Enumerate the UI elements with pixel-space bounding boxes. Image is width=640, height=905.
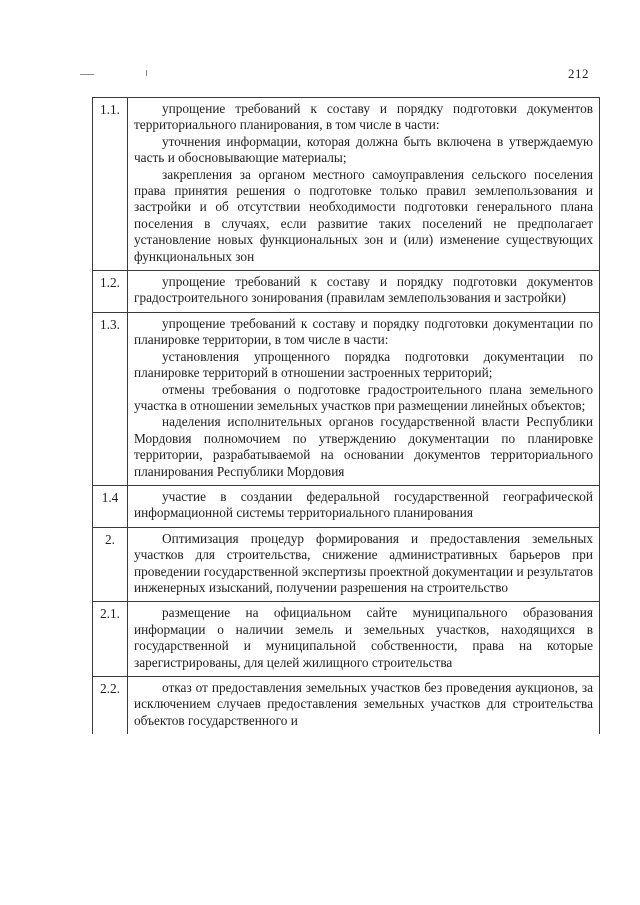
paragraph: упрощение требований к составу и порядку подготовки документов территориального планирования, в том числе в части:	[134, 101, 593, 133]
table-row	[93, 485, 600, 527]
row-text	[128, 527, 600, 602]
paragraph: установления упрощенного порядка подготовки документации по планировке территорий в отношении застроенных территорий;	[134, 348, 593, 381]
row-text	[128, 677, 600, 735]
page-number: 212	[568, 66, 589, 81]
row-text	[128, 312, 600, 485]
row-text	[128, 485, 600, 527]
row-text	[128, 271, 600, 313]
row-text	[128, 602, 600, 677]
table-row	[93, 312, 600, 485]
paragraph: отказ от предоставления земельных участков без проведения аукционов, за исключением случаев предоставления земельных участков для строительства объектов государственного и	[134, 680, 593, 728]
table-row	[93, 98, 600, 271]
paragraph: участие в создании федеральной государственной географической информационной системы территориального планирования	[134, 488, 593, 521]
paragraph: закрепления за органом местного самоуправления сельского поселения права принятия решения о подготовке только правил землепользования и застройки и об отсутствии необходимости подготовки генерального плана поселения в случаях, если развитие таких поселений не предполагает установление новых функциональных зон и (или) изменение существующих функциональных зон	[134, 166, 593, 264]
row-number: 2.2.	[93, 677, 128, 735]
row-number: 1.3.	[93, 312, 128, 485]
row-number: 1.2.	[93, 271, 128, 313]
paragraph: упрощение требований к составу и порядку подготовки документов градостроительного зонирования (правилам землепользования и застройки)	[134, 274, 593, 306]
scan-speck	[146, 70, 147, 76]
paragraph: размещение на официальном сайте муниципального образования информации о наличии земель и земельных участков, находящихся в государственной и муниципальной собственности, права на которые зарегистрированы, для целей жилищного строительства	[134, 605, 593, 670]
paragraph: отмены требования о подготовке градостроительного плана земельного участка в отношении земельных участков при размещении линейных объектов;	[134, 381, 593, 413]
table-row	[93, 271, 600, 313]
row-number: 1.1.	[93, 98, 128, 271]
row-number: 2.	[93, 527, 128, 602]
measures-table	[92, 97, 600, 734]
paragraph: упрощение требований к составу и порядку подготовки документации по планировке территории, в том числе в части:	[134, 315, 593, 348]
paragraph: уточнения информации, которая должна быть включена в утверждаемую часть и обосновывающие материалы;	[134, 133, 593, 166]
table-row	[93, 677, 600, 735]
row-number: 2.1.	[93, 602, 128, 677]
row-text	[128, 98, 600, 271]
table-row	[93, 527, 600, 602]
row-number: 1.4	[93, 485, 128, 527]
paragraph: Оптимизация процедур формирования и предоставления земельных участков для строительства, снижение административных барьеров при проведении государственной экспертизы проектной документации и результатов инженерных изысканий, получении разрешения на строительство	[134, 530, 593, 595]
paragraph: наделения исполнительных органов государственной власти Республики Мордовия полномочием по утверждению документации по планировке территории, разрабатываемой на основании документов территориального планирования Республики Мордовия	[134, 414, 593, 479]
scan-speck	[80, 74, 94, 75]
table-row	[93, 602, 600, 677]
